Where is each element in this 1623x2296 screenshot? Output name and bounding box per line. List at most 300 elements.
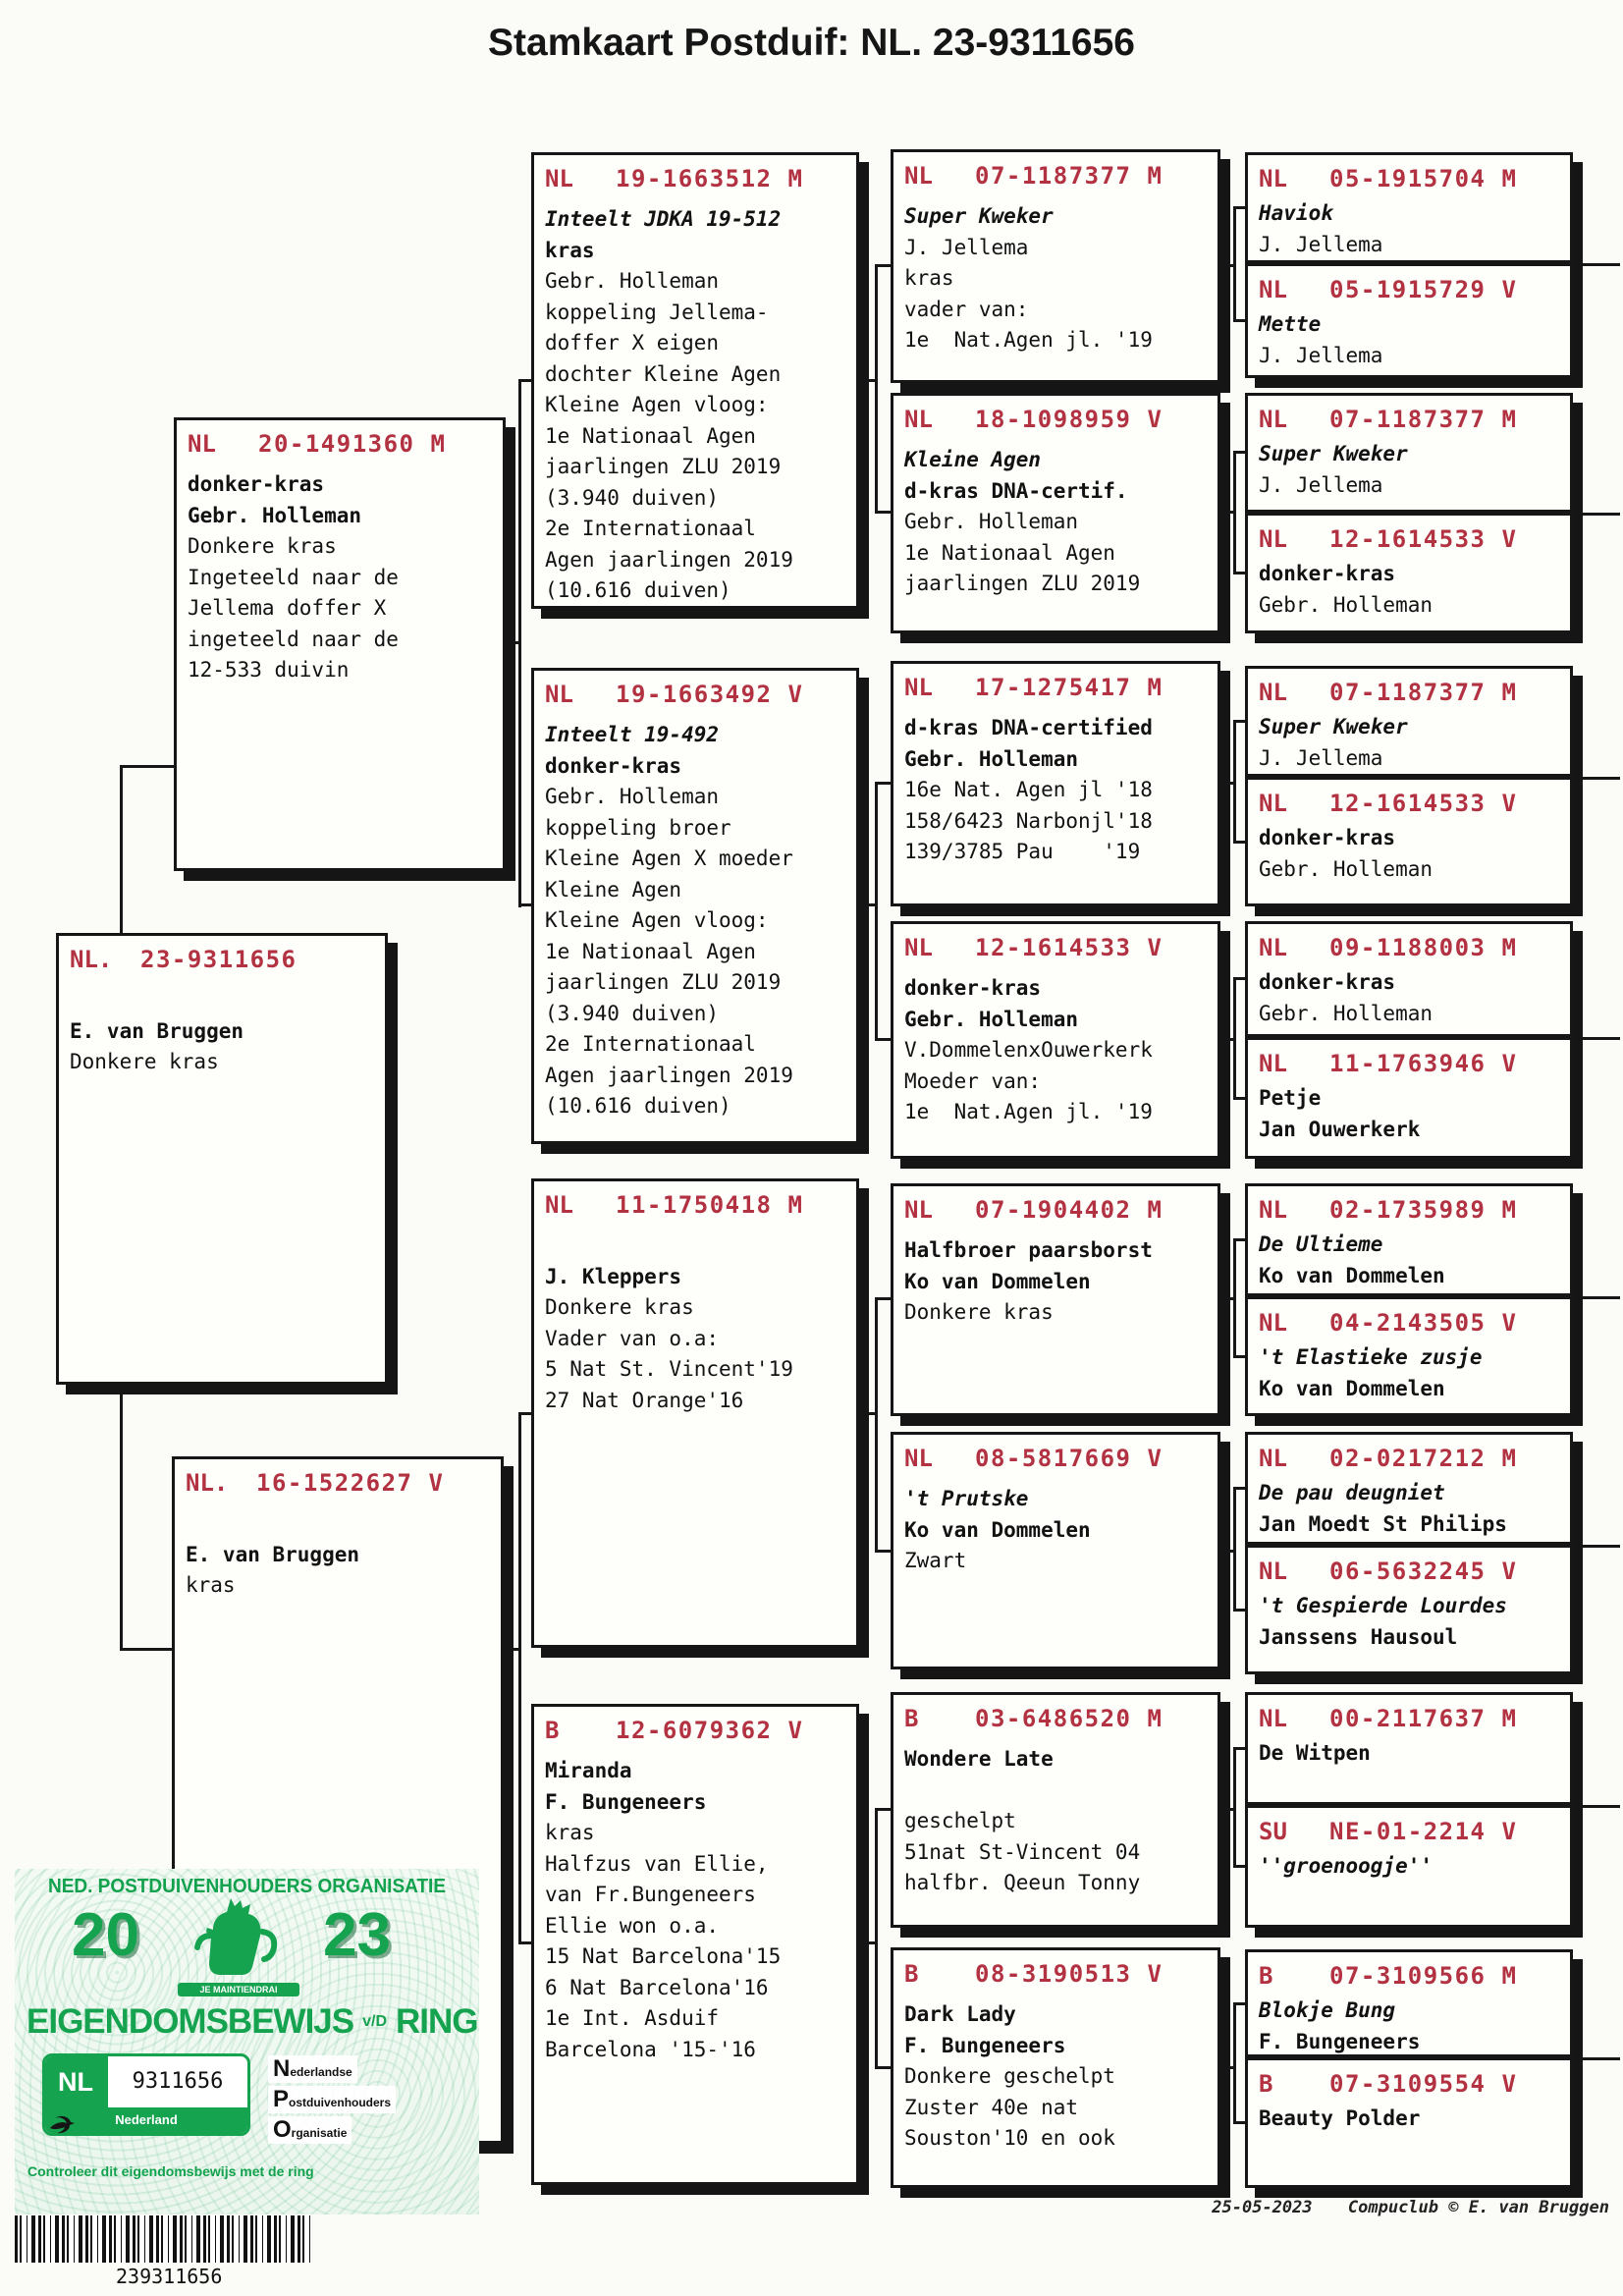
pedigree-line: Donkere kras [904,1300,1054,1324]
pedigree-line: ''groenoogje'' [1259,1854,1434,1878]
pedigree-line: Jan Moedt St Philips [1259,1511,1507,1536]
pedigree-box-ggp5 [891,1183,1220,1416]
ownership-title [27,2002,478,2042]
sex-code: V [787,681,802,708]
pedigree-line: donker-kras [1259,970,1396,994]
pedigree-box-ggp1 [891,149,1220,383]
npo-initial: O [273,2116,292,2143]
pedigree-line: Gebr. Holleman [904,1007,1079,1031]
ring-id [904,1442,1207,1475]
ring-country-prefix: B [1259,2070,1273,2098]
pedigree-line: De pau deugniet [1259,1481,1445,1504]
connector-line [875,1038,892,1041]
ring-number: 06-5632245 [1329,1558,1487,1585]
ring-number: 07-3109554 [1329,2070,1487,2098]
pedigree-line: Super Kweker [1259,442,1408,465]
ring-number: 07-1187377 [1329,406,1487,433]
ring-number: 19-1663512 [616,165,773,192]
ring-number: 12-6079362 [616,1717,773,1744]
pedigree-box-p4a [1245,921,1573,1037]
ring-number: 23-9311656 [140,946,298,973]
pedigree-line: Donkere kras [188,534,337,558]
pedigree-line: Mette [1259,312,1322,336]
ring-country-code: NL [45,2056,106,2107]
ring-number: 12-1614533 [1329,790,1487,817]
npo-row [268,2116,352,2144]
ring-number: 04-2143505 [1329,1309,1487,1337]
ring-id [1259,1306,1559,1339]
pedigree-line: Donkere geschelpt [904,2064,1115,2088]
ring-id [904,931,1207,964]
connector-line [1233,720,1236,844]
ownership-title-left: EIGENDOMSBEWIJS [27,2002,354,2041]
page-title: Stamkaart Postduif: NL. 23-9311656 [488,22,1135,64]
pedigree-line: jaarlingen ZLU 2019 [545,455,782,478]
pedigree-line: dochter Kleine Agen [545,361,782,386]
pedigree-line: Miranda [545,1759,632,1782]
pedigree-line [186,1508,490,1540]
pedigree-box-ggp7 [891,1692,1220,1928]
connector-line [518,903,532,906]
pedigree-line: Gebr. Holleman [188,503,362,527]
pedigree-line: Agen jaarlingen 2019 [545,547,793,572]
pedigree-box-p5a [1245,1183,1573,1296]
pedigree-line: (10.616 duiven) [545,578,731,602]
connector-line [859,1941,876,1944]
ring-id [188,427,492,461]
pedigree-line: kras [186,1573,236,1597]
ring-number: 07-1187377 [1329,679,1487,706]
footer [1186,2198,1609,2217]
connector-line [1573,777,1620,780]
connector-line [1233,451,1236,574]
pedigree-line: d-kras DNA-certif. [904,478,1128,503]
connector-line [1220,511,1234,514]
pedigree-line: d-kras DNA-certified [904,716,1153,739]
pedigree-line: 27 Nat Orange'16 [545,1388,744,1412]
pedigree-line: Super Kweker [1259,715,1408,738]
pedigree-box-p7b [1245,1805,1573,1928]
pedigree-line: Donkere kras [70,1050,219,1073]
connector-line [120,765,177,768]
ring-country-name: Nederland [45,2107,247,2133]
pedigree-line: 1e Nationaal Agen [904,540,1115,565]
ring-country-prefix: NL [904,1445,933,1472]
pedigree-line: Inteelt 19-492 [545,723,720,746]
sex-code: V [1147,1445,1162,1472]
pedigree-line: E. van Bruggen [70,1018,244,1043]
pedigree-line: Kleine Agen X moeder [545,847,793,870]
pedigree-line: Kleine Agen vloog: [545,908,769,932]
pedigree-line: (3.940 duiven) [545,1001,720,1025]
ring-country-prefix: NL [1259,165,1287,192]
connector-line [1573,1805,1620,1808]
pedigree-box-p2a [1245,393,1573,513]
connector-line [1220,782,1234,785]
connector-line [1573,2057,1620,2060]
pedigree-line: F. Bungeneers [1259,2029,1421,2053]
pedigree-line: Zuster 40e nat [904,2095,1079,2119]
footer-credit: Compuclub © E. van Bruggen [1347,2198,1609,2217]
pedigree-line: Souston'10 en ook [904,2126,1115,2150]
connector-line [859,1412,876,1415]
pedigree-line: Halfzus van Ellie, [545,1851,769,1876]
npo-initial: P [273,2086,290,2112]
ring-country-prefix: NL. [186,1469,229,1497]
pedigree-box-ggp2 [891,393,1220,633]
ring-id [1259,1702,1559,1735]
ring-id [904,1957,1207,1991]
pedigree-line: Wondere Late [904,1747,1054,1771]
pedigree-line: Vader van o.a: [545,1326,720,1350]
ownership-stamp [15,1869,479,2214]
pedigree-line: Super Kweker [904,204,1054,228]
ring-id [1259,1815,1559,1848]
pedigree-line: J. Jellema [904,235,1029,259]
pedigree-box-p4b [1245,1037,1573,1159]
connector-line [1573,1545,1620,1548]
pedigree-line: Zwart [904,1549,967,1572]
pedigree-box-p7a [1245,1692,1573,1805]
ring-id [1259,2067,1559,2101]
pedigree-line: Ko van Dommelen [904,1269,1091,1293]
ring-country-prefix: NL [1259,1705,1287,1732]
ring-number: 08-3190513 [975,1960,1132,1988]
pedigree-line: donker-kras [1259,562,1396,585]
sex-code: M [1501,406,1516,433]
connector-line [518,1412,521,1944]
ring-country-prefix: NL [1259,1445,1287,1472]
ring-number: 07-1904402 [975,1196,1132,1224]
ring-id [70,943,374,976]
connector-line [859,379,876,382]
ring-number: 11-1763946 [1329,1050,1487,1077]
sex-code: V [1501,2070,1516,2098]
pedigree-line: Gebr. Holleman [1259,1001,1434,1025]
sex-code: M [1147,674,1162,701]
pedigree-line: J. Kleppers [545,1264,682,1288]
pedigree-line [904,1776,1207,1807]
pedigree-line: 139/3785 Pau '19 [904,840,1141,863]
ring-number: 18-1098959 [975,406,1132,433]
ring-id [186,1466,490,1500]
pedigree-line: Kleine Agen vloog: [545,393,769,416]
pedigree-line: Kleine Agen [904,448,1042,471]
sex-code: M [787,165,802,192]
ring-number: 08-5817669 [975,1445,1132,1472]
ring-number: 16-1522627 [256,1469,413,1497]
pedigree-box-p3a [1245,666,1573,777]
connector-line [875,1808,878,2069]
pedigree-line: De Ultieme [1259,1232,1383,1256]
pedigree-line: ingeteeld naar de [188,627,399,651]
ring-card-top [45,2056,247,2107]
pedigree-box-p5b [1245,1296,1573,1416]
pedigree-line: Ellie won o.a. [545,1913,720,1938]
pedigree-line: kras [545,238,595,262]
footer-date: 25-05-2023 [1212,2198,1313,2217]
sex-code: V [1501,276,1516,303]
ring-country-prefix: NL [1259,1309,1287,1337]
pedigree-box-p6a [1245,1432,1573,1545]
connector-line [1233,1747,1236,1868]
pedigree-box-p2b [1245,513,1573,633]
pedigree-line: 1e Nationaal Agen [545,939,756,963]
pedigree-line: (3.940 duiven) [545,485,720,510]
ring-country-prefix: NL [904,1196,933,1224]
npo-rest: ostduivenhouders [289,2096,392,2109]
ring-number: 07-3109566 [1329,1962,1487,1990]
pedigree-box-ggp4 [891,921,1220,1159]
sex-code: M [1147,1196,1162,1224]
connector-line [120,765,123,937]
pedigree-line: donker-kras [904,976,1042,1000]
ring-number: 03-6486520 [975,1705,1132,1732]
connector-line [875,1297,878,1553]
ring-country-prefix: NL [1259,1196,1287,1224]
connector-line [518,1941,532,1944]
connector-line [1220,1550,1234,1553]
ring-number: 09-1188003 [1329,934,1487,961]
sex-code: V [1501,1818,1516,1845]
pedigree-line: J. Jellema [1259,343,1383,367]
pedigree-box-gp2 [531,668,859,1144]
ring-id [1259,522,1559,556]
ring-country-prefix: NL [1259,406,1287,433]
connector-line [1573,1296,1620,1299]
pedigree-line: 5 Nat St. Vincent'19 [545,1357,793,1381]
npo-row [268,2055,357,2083]
connector-line [875,1808,892,1811]
pedigree-line: Gebr. Holleman [545,269,720,293]
ring-number: 12-1614533 [1329,525,1487,553]
pedigree-line: Petje [1259,1086,1322,1110]
pedigree-line: Gebr. Holleman [904,510,1079,533]
ring-country-prefix: NL [1259,1558,1287,1585]
connector-line [1220,264,1234,267]
connector-line [1233,2002,1236,2124]
pedigree-line: Jan Ouwerkerk [1259,1117,1421,1141]
ring-id [1259,1959,1559,1993]
sex-code: M [787,1191,802,1219]
ring-id [1259,1442,1559,1475]
ring-number: 20-1491360 [258,430,415,458]
control-note: Controleer dit eigendomsbewijs met de ring [27,2163,314,2179]
connector-line [875,782,892,785]
pedigree-line: 1e Int. Asduif [545,2006,720,2030]
ring-country-prefix: B [545,1717,560,1744]
npo-rest: rganisatie [291,2126,348,2140]
ring-number: 07-1187377 [975,162,1132,190]
ring-number: 05-1915704 [1329,165,1487,192]
ring-id [1259,787,1559,820]
sex-code: V [787,1717,802,1744]
ring-country-prefix: NL [1259,525,1287,553]
pedigree-box-ggp8 [891,1947,1220,2188]
connector-line [875,1550,892,1553]
pedigree-line: F. Bungeneers [904,2033,1066,2057]
ring-country-prefix: NL [904,934,933,961]
pedigree-line: donker-kras [545,753,682,778]
ring-id [1259,1047,1559,1080]
organisation-title: NED. POSTDUIVENHOUDERS ORGANISATIE [47,1876,447,1897]
year-left: 20 [72,1901,139,1969]
connector-line [518,379,532,382]
motto-ribbon: JE MAINTIENDRAI [178,1983,299,1996]
pedigree-line: koppeling broer [545,815,731,840]
pedigree-line: (10.616 duiven) [545,1094,731,1118]
ring-id [1259,403,1559,436]
connector-line [1233,206,1236,322]
connector-line [518,379,521,907]
pedigree-line: Ko van Dommelen [1259,1376,1445,1400]
pedigree-box-gp1 [531,152,859,609]
year-right: 23 [323,1901,391,1969]
connector-line [1220,1038,1234,1041]
barcode [15,2215,311,2263]
pedigree-line: 6 Nat Barcelona'16 [545,1975,769,1999]
ownership-title-right: RING [396,2002,478,2041]
pedigree-line: 16e Nat. Agen jl '18 [904,778,1153,801]
ring-id [545,1188,845,1222]
ring-country-prefix: NL [1259,276,1287,303]
sex-code: M [1501,1445,1516,1472]
connector-line [875,782,878,1041]
ring-number: 02-1735989 [1329,1196,1487,1224]
connector-line [1220,1808,1234,1811]
pedigree-line: 1e Nationaal Agen [545,423,756,448]
connector-line [1220,2066,1234,2069]
ring-number: 17-1275417 [975,674,1132,701]
pedigree-box-gp4 [531,1704,859,2185]
lion-emblem [188,1892,290,1991]
pedigree-box-p8b [1245,2057,1573,2188]
pedigree-box-ggp3 [891,661,1220,906]
ring-id [1259,273,1559,306]
ring-id [545,1714,845,1747]
pedigree-line: Donkere kras [545,1295,694,1319]
ring-id [1259,676,1559,709]
pedigree-line: 't Prutske [904,1487,1029,1510]
sex-code: V [428,1469,443,1497]
pedigree-line: Barcelona '15-'16 [545,2037,756,2061]
ring-id [545,162,845,195]
pedigree-line: donker-kras [188,472,325,496]
pedigree-line: 1e Nat.Agen jl. '19 [904,328,1153,352]
pedigree-line: V.DommelenxOuwerkerk [904,1038,1153,1062]
ring-id [904,1193,1207,1227]
ring-country-prefix: NL [904,406,933,433]
pedigree-line: Inteelt JDKA 19-512 [545,207,782,231]
ring-country-prefix: NL [188,430,216,458]
ring-country-prefix: NL [545,165,573,192]
sex-code: M [1147,1705,1162,1732]
pedigree-line: Beauty Polder [1259,2106,1421,2130]
npo-rest: ederlandse [290,2065,352,2079]
pedigree-box-p1b [1245,263,1573,378]
ring-country-prefix: B [1259,1962,1273,1990]
sex-code: M [1147,162,1162,190]
pedigree-line: 15 Nat Barcelona'15 [545,1944,782,1968]
connector-line [1233,1238,1236,1358]
ring-country-prefix: NL [1259,1050,1287,1077]
pedigree-line: 2e Internationaal [545,1032,756,1056]
sex-code: V [1147,1960,1162,1988]
ring-id [1259,1193,1559,1227]
sex-code: V [1501,1309,1516,1337]
ring-id [1259,1555,1559,1588]
barcode-number: 239311656 [116,2265,223,2288]
connector-line [1573,263,1620,266]
connector-line [1233,977,1236,1100]
ring-number: 05-1915729 [1329,276,1487,303]
sex-code: V [1501,1050,1516,1077]
pedigree-box-p1a [1245,152,1573,263]
pedigree-line: Ingeteeld naar de [188,565,399,589]
pedigree-line: 1e Nat.Agen jl. '19 [904,1100,1153,1123]
connector-line [875,264,878,514]
ring-country-prefix: NL [545,681,573,708]
pedigree-line: Haviok [1259,201,1333,225]
sex-code: V [1147,406,1162,433]
pedigree-line: J. Jellema [1259,472,1383,497]
pedigree-line: doffer X eigen [545,331,720,355]
ring-number: 00-2117637 [1329,1705,1487,1732]
pedigree-line: 51nat St-Vincent 04 [904,1839,1141,1864]
npo-block [268,2055,396,2147]
pedigree-box-p6b [1245,1545,1573,1674]
ring-id [1259,162,1559,195]
pedigree-line [545,1230,845,1262]
sex-code: M [1501,1962,1516,1990]
pedigree-line: geschelpt [904,1809,1016,1832]
pedigree-line: Ko van Dommelen [1259,1263,1445,1287]
pedigree-line: Ko van Dommelen [904,1517,1091,1542]
connector-line [875,264,892,267]
pedigree-line: Agen jaarlingen 2019 [545,1063,793,1087]
ownership-title-vd: v/D [362,2013,388,2030]
ring-number: 02-0217212 [1329,1445,1487,1472]
connector-line [875,2066,892,2069]
ring-country-prefix: NL [904,674,933,701]
pedigree-line: jaarlingen ZLU 2019 [545,970,782,994]
pedigree-box-f [174,417,506,871]
pedigree-line: Janssens Hausoul [1259,1624,1458,1649]
ring-country-prefix: NL [545,1191,573,1219]
ring-card-number: 9311656 [106,2056,247,2107]
ring-id [1259,931,1559,964]
connector-line [1233,1487,1236,1612]
ring-id [904,671,1207,704]
ring-country-prefix: NL [1259,679,1287,706]
connector-line [1220,1297,1234,1300]
pedigree-line: Halfbroer paarsborst [904,1238,1153,1262]
connector-line [859,903,876,906]
ring-id [904,403,1207,436]
ring-country-prefix: B [904,1705,919,1732]
pedigree-line: 't Elastieke zusje [1259,1345,1483,1369]
pedigree-line: kras [904,266,954,290]
sex-code: M [1501,165,1516,192]
connector-line [1573,513,1620,516]
sex-code: M [1501,934,1516,961]
ring-id [545,678,845,711]
ring-number: NE-01-2214 [1329,1818,1487,1845]
ring-number: 11-1750418 [616,1191,773,1219]
ring-country-prefix: SU [1259,1818,1287,1845]
pedigree-line: 't Gespierde Lourdes [1259,1594,1507,1617]
pedigree-line: Jellema doffer X [188,596,387,620]
